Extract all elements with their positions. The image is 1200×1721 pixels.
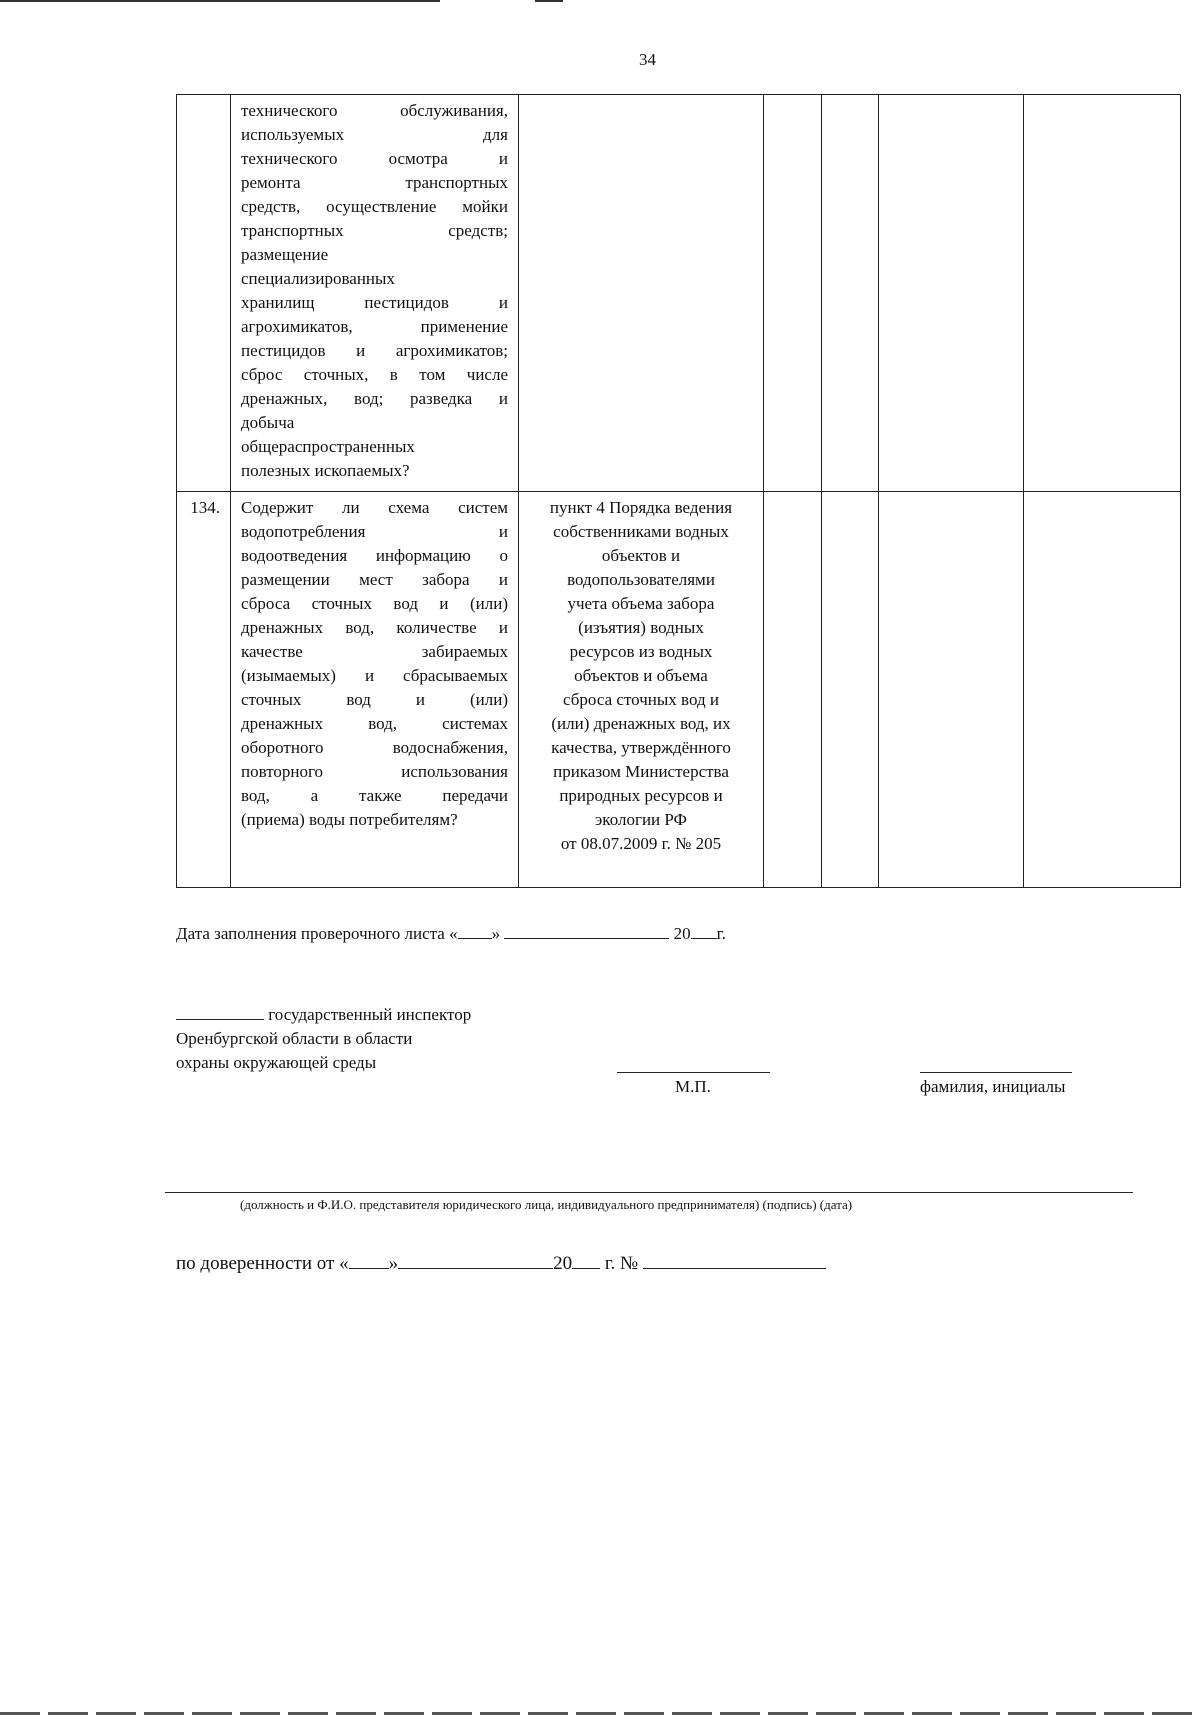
- checklist-table-body: [177, 95, 1181, 888]
- proxy-year-blank[interactable]: [572, 1253, 600, 1269]
- name-blank[interactable]: [920, 1072, 1072, 1073]
- question-line: технического осмотра и: [241, 149, 508, 168]
- question-line: сточных вод и (или): [241, 690, 508, 709]
- question-line: дренажных вод, количестве и: [241, 618, 508, 637]
- notes-cell[interactable]: [1024, 492, 1181, 888]
- question-line: специализированных: [241, 269, 395, 288]
- legal-basis-line: водопользователями: [567, 570, 715, 589]
- notes-cell[interactable]: [1024, 95, 1181, 492]
- signature-blank[interactable]: [617, 1072, 770, 1073]
- legal-basis-line: ресурсов из водных: [569, 642, 713, 661]
- question-line: сброс сточных, в том числе: [241, 365, 508, 384]
- answer-no-cell[interactable]: [822, 492, 879, 888]
- question-line: (изымаемых) и сбрасываемых: [241, 666, 508, 685]
- scan-top-edge-fragment: [535, 0, 563, 2]
- answer-yes-cell[interactable]: [764, 492, 822, 888]
- day-blank[interactable]: [458, 923, 492, 939]
- table-row: [177, 492, 1181, 888]
- legal-basis-line: учета объема забора: [567, 594, 715, 613]
- answer-yes-cell[interactable]: [764, 95, 822, 492]
- question-line: водоотведения информацию о: [241, 546, 508, 565]
- not-applicable-cell[interactable]: [879, 492, 1024, 888]
- legal-basis-line: пункт 4 Порядка ведения: [549, 498, 733, 517]
- proxy-day-blank[interactable]: [349, 1253, 389, 1269]
- legal-basis-cell: [519, 492, 764, 888]
- answer-no-cell[interactable]: [822, 95, 879, 492]
- inspector-title: государственный инспектор: [268, 1005, 472, 1024]
- question-line: размещении мест забора и: [241, 570, 508, 589]
- question-line: вод, а также передачи: [241, 786, 508, 805]
- question-line: размещение: [241, 245, 329, 264]
- name-label: фамилия, инициалы: [920, 1077, 1066, 1096]
- proxy-number-blank[interactable]: [643, 1253, 826, 1269]
- fill-date-line: [176, 923, 726, 944]
- legal-basis-line: (или) дренажных вод, их: [551, 714, 731, 733]
- inspector-department: охраны окружающей среды: [176, 1053, 377, 1072]
- proxy-number-label: г. №: [604, 1253, 639, 1274]
- proxy-label: по доверенности от «: [176, 1253, 349, 1274]
- question-line: оборотного водоснабжения,: [241, 738, 508, 757]
- year-suffix: г.: [716, 924, 726, 943]
- question-line: средств, осуществление мойки: [241, 197, 508, 216]
- legal-basis-line: собственниками водных: [553, 522, 729, 541]
- scan-bottom-edge: [0, 1712, 1200, 1715]
- question-cell: [231, 492, 519, 888]
- legal-basis-line: экологии РФ: [595, 810, 687, 829]
- question-line: качестве забираемых: [241, 642, 508, 661]
- question-line: сброса сточных вод и (или): [241, 594, 508, 613]
- representative-blank[interactable]: [165, 1192, 1133, 1193]
- not-applicable-cell[interactable]: [879, 95, 1024, 492]
- representative-caption: (должность и Ф.И.О. представителя юридического лица, индивидуального предпринимателя) (подпись) (дата): [240, 1197, 853, 1212]
- fill-date-label: Дата заполнения проверочного листа «: [176, 924, 458, 943]
- close-quote: »: [491, 924, 501, 943]
- question-line: транспортных средств;: [241, 221, 508, 240]
- scan-top-edge: [0, 0, 440, 2]
- question-line: пестицидов и агрохимикатов;: [241, 341, 508, 360]
- legal-basis-line: качества, утверждённого: [551, 738, 731, 757]
- legal-basis-line: приказом Министерства: [553, 762, 729, 781]
- question-line: дренажных, вод; разведка и: [241, 389, 508, 408]
- legal-basis-line: природных ресурсов и: [559, 786, 723, 805]
- proxy-line: [176, 1253, 826, 1275]
- inspector-role-blank[interactable]: [176, 1004, 264, 1020]
- row-number: [177, 95, 231, 492]
- legal-basis-line: (изъятия) водных: [578, 618, 704, 637]
- legal-basis-line: сброса сточных вод и: [563, 690, 719, 709]
- question-line: (приема) воды потребителям?: [241, 810, 458, 829]
- question-line: добыча: [241, 413, 295, 432]
- question-line: водопотребления и: [241, 522, 508, 541]
- question-line: ремонта транспортных: [241, 173, 508, 192]
- legal-basis-cell: [519, 95, 764, 492]
- stamp-label: М.П.: [675, 1077, 711, 1096]
- year-blank[interactable]: [691, 923, 717, 939]
- proxy-month-blank[interactable]: [398, 1253, 553, 1269]
- question-line: Содержит ли схема систем: [241, 498, 508, 517]
- year-prefix: 20: [673, 924, 691, 943]
- table-row: [177, 95, 1181, 492]
- proxy-year-prefix: 20: [553, 1253, 573, 1274]
- proxy-close-quote: »: [388, 1253, 399, 1274]
- question-cell: [231, 95, 519, 492]
- question-line: используемых для: [241, 125, 508, 144]
- question-line: дренажных вод, системах: [241, 714, 508, 733]
- question-line: хранилищ пестицидов и: [241, 293, 508, 312]
- row-number: 134.: [177, 492, 231, 888]
- legal-basis-line: от 08.07.2009 г. № 205: [560, 834, 722, 853]
- question-line: технического обслуживания,: [241, 101, 508, 120]
- checklist-table: [176, 94, 1181, 888]
- month-blank[interactable]: [504, 923, 669, 939]
- page-number: 34: [639, 50, 656, 69]
- inspector-block: [176, 1003, 471, 1075]
- question-line: полезных ископаемых?: [241, 461, 410, 480]
- question-line: агрохимикатов, применение: [241, 317, 508, 336]
- question-line: общераспространенных: [241, 437, 415, 456]
- legal-basis-line: объектов и объема: [574, 666, 708, 685]
- legal-basis-line: объектов и: [601, 546, 681, 565]
- inspector-region: Оренбургской области в области: [176, 1029, 413, 1048]
- question-line: повторного использования: [241, 762, 508, 781]
